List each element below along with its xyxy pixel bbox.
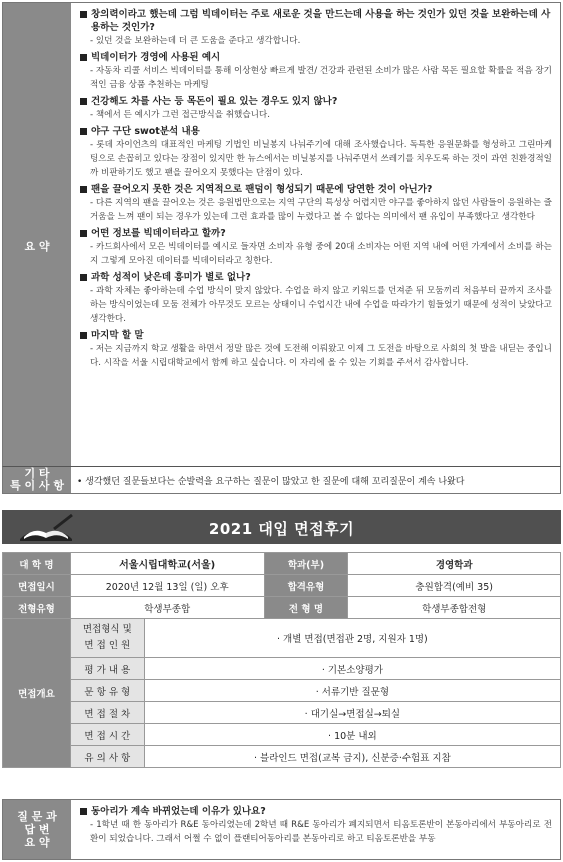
summary-item: [79, 125, 552, 180]
overview-key: 면 접 절 차: [70, 702, 144, 724]
result-label: 합격유형: [264, 575, 348, 597]
qa-answer: - 1학년 때 한 동아리가 R&E 동아리였는데 2학년 때 R&E 동아리가 폐지되면서 티옴토론반이 본동아리에서 부동아리로 전환이 되었습니다. 그래서 어쩔 수 없이 플랜티어동아리를 본동아리로 하고 티옴토론반을 부동: [79, 818, 552, 846]
summary-answer: - 과학 자체는 좋아하는데 수업 방식이 맞지 않았다. 수업을 하지 않고 키워드를 던져준 뒤 모둠끼리 처음부터 끝까지 조사를 하는 방식이었는데 모둠 전체가 아무것도 모르는 상태이니 수업시간 내에 수업을 따라가기 힘들었기 때문에 성적이 낮았다고 생각한다.: [79, 284, 552, 326]
etc-text-value: 생각했던 질문들보다는 순발력을 요구하는 질문이 많았고 한 질문에 대해 꼬리질문이 계속 나왔다: [85, 477, 465, 487]
qa-label: 질 문 과 답 변 요 약: [3, 800, 71, 859]
summary-answer: - 다른 지역의 팬을 끌어오는 것은 응원법만으로는 지역 구단의 특성상 어렵지만 야구를 좋아하지 않던 사람들이 응원하는 즐거움을 느껴 팬이 되는 경우가 있는데 그런 효과를 많이 누렸다고 볼 수 없다는 의미에서 팬 유입이 부족했다고 생각한다: [79, 196, 552, 224]
overview-value: · 대기실→면접실→퇴실: [144, 702, 560, 724]
etc-section: [2, 466, 561, 494]
summary-question: 창의력이라고 했는데 그럼 빅데이터는 주로 새로운 것을 만드는데 사용을 하는 것인가 있던 것을 보완하는데 사용하는 것인가?: [79, 8, 552, 34]
overview-row-5: [3, 746, 561, 768]
overview-row-2: [3, 680, 561, 702]
overview-row-0: [3, 619, 561, 658]
name-value: 학생부종합전형: [348, 597, 561, 619]
etc-label-line1: 기 타: [24, 467, 50, 480]
overview-value: · 개별 면접(면접관 2명, 지원자 1명): [144, 619, 560, 658]
date-value: 2020년 12월 13일 (일) 오후: [70, 575, 264, 597]
overview-key: 면접형식 및 면 접 인 원: [70, 619, 144, 658]
summary-question: 팬을 끌어오지 못한 것은 지역적으로 팬덤이 형성되기 때문에 당연한 것이 아닌가?: [79, 183, 552, 196]
overview-value: · 10분 내외: [144, 724, 560, 746]
summary-question: 빅데이터가 경영에 사용된 예시: [79, 51, 552, 64]
etc-label-line2: 특 이 사 항: [10, 479, 64, 492]
page-title: 2021 대입 면접후기: [208, 520, 355, 538]
summary-item: [79, 329, 552, 370]
qa-question: 동아리가 계속 바뀌었는데 이유가 있나요?: [79, 805, 552, 818]
summary-question: 건강해도 차를 사는 등 목돈이 필요 있는 경우도 있지 않나?: [79, 95, 552, 108]
summary-answer: - 저는 지금까지 학교 생활을 하면서 정말 많은 것에 도전해 이뤄왔고 이제 그 도전을 바탕으로 사회의 첫 발을 내딛는 중입니다. 시작을 서울 시립대학교에서 함께 하고 싶습니다. 이 자리에 올 수 있는 기회를 주셔서 감사합니다.: [79, 342, 552, 370]
type-label: 전형유형: [3, 597, 71, 619]
univ-value: 서울시립대학교(서울): [70, 553, 264, 575]
overview-row-4: [3, 724, 561, 746]
etc-label: [3, 467, 71, 493]
summary-section: [2, 2, 561, 490]
overview-key: 평 가 내 용: [70, 658, 144, 680]
summary-answer: - 카드회사에서 모은 빅데이터를 예시로 들자면 소비자 유형 중에 20대 소비자는 어떤 지역 내에 어떤 가게에서 소비를 하는지 그렇게 모아진 데이터를 빅데이터라고 칭한다.: [79, 240, 552, 268]
dept-label: 학과(부): [264, 553, 348, 575]
page-header: [2, 510, 561, 544]
dept-value: 경영학과: [348, 553, 561, 575]
overview-key: 문 항 유 형: [70, 680, 144, 702]
qa-body: [71, 800, 560, 859]
info-table: [2, 552, 561, 768]
overview-row-1: [3, 658, 561, 680]
summary-body: [71, 3, 560, 489]
info-row-univ: [3, 553, 561, 575]
summary-question: 마지막 할 말: [79, 329, 552, 342]
date-label: 면접일시: [3, 575, 71, 597]
summary-question: 과학 성적이 낮은데 흥미가 별로 없나?: [79, 271, 552, 284]
overview-key: 면 접 시 간: [70, 724, 144, 746]
overview-value: · 서류기반 질문형: [144, 680, 560, 702]
result-value: 충원합격(예비 35): [348, 575, 561, 597]
summary-answer: - 자동차 리콜 서비스 빅데이터를 통해 이상현상 빠르게 발견/ 건강과 관련된 소비가 많은 사람 목돈 필요할 확률을 적음 장기적인 금융 상품 추천하는 마케팅: [79, 64, 552, 92]
univ-label: 대 학 명: [3, 553, 71, 575]
summary-item: [79, 271, 552, 326]
info-row-date: [3, 575, 561, 597]
summary-answer: - 롯데 자이언츠의 대표적인 마케팅 기법인 비닐봉지 나눠주기에 대해 조사했습니다. 독특한 응원문화를 형성하고 그린마케팅으로 손꼽히고 있다는 장점이 있지만 한 뉴스에서는 비닐봉지를 나눠주면서 쓰레기를 치우도록 하는 것이 과연 친환경적일까 비판하기도 했고 팬을 끌어오지 못했다는 단점이 있다.: [79, 138, 552, 180]
info-row-type: [3, 597, 561, 619]
name-label: 전 형 명: [264, 597, 348, 619]
summary-answer: - 있던 것을 보완하는데 더 큰 도움을 준다고 생각합니다.: [79, 34, 552, 48]
type-value: 학생부종합: [70, 597, 264, 619]
summary-answer: - 책에서 든 예시가 그런 접근방식을 취했습니다.: [79, 108, 552, 122]
summary-item: [79, 8, 552, 48]
summary-item: [79, 95, 552, 122]
overview-value: · 블라인드 면접(교복 금지), 신분증·수험표 지참: [144, 746, 560, 768]
overview-label: 면접개요: [3, 619, 71, 768]
summary-question: 야구 구단 swot분석 내용: [79, 125, 552, 138]
overview-key: 유 의 사 항: [70, 746, 144, 768]
overview-row-3: [3, 702, 561, 724]
summary-question: 어떤 정보를 빅데이터라고 할까?: [79, 227, 552, 240]
qa-section: [2, 799, 561, 860]
summary-item: [79, 183, 552, 224]
etc-text: • 생각했던 질문들보다는 순발력을 요구하는 질문이 많았고 한 질문에 대해 꼬리질문이 계속 나왔다: [77, 477, 465, 487]
overview-value: · 기본소양평가: [144, 658, 560, 680]
summary-item: [79, 51, 552, 92]
summary-item: [79, 227, 552, 268]
summary-label: 요 약: [3, 3, 71, 489]
